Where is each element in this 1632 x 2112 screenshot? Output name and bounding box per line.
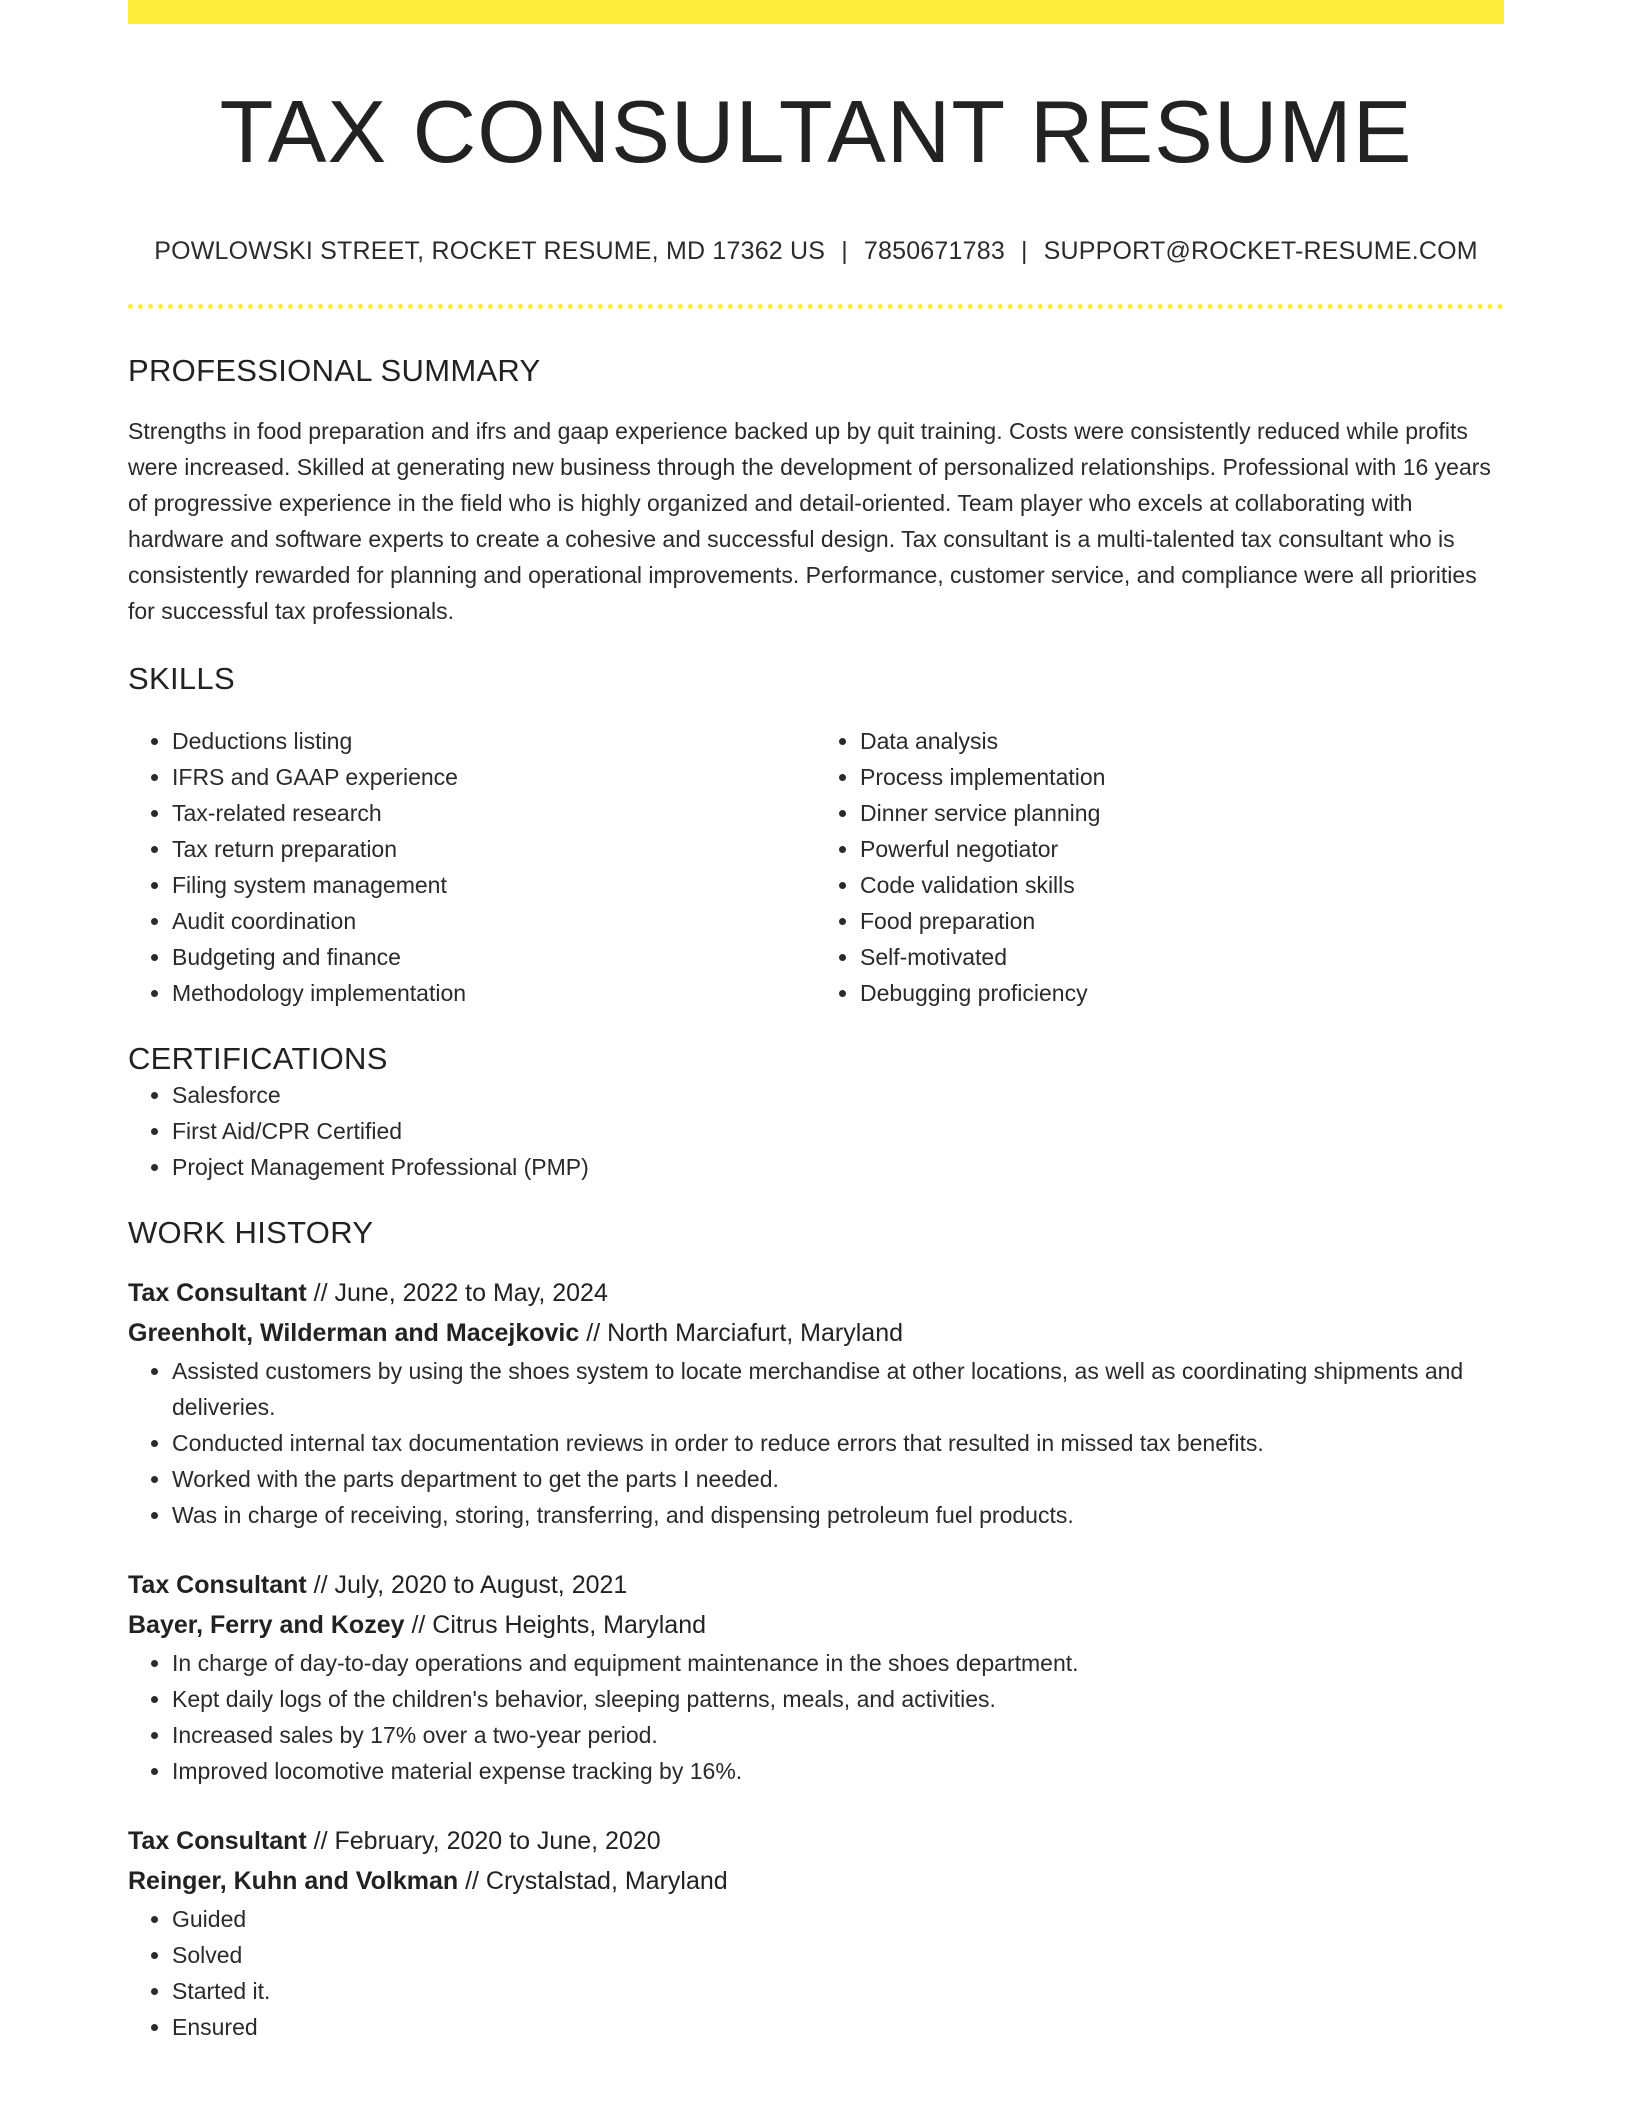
resume-title: TAX CONSULTANT RESUME bbox=[219, 82, 1413, 181]
certifications-list bbox=[128, 1077, 1504, 1185]
skills-heading: SKILLS bbox=[128, 660, 235, 696]
job-role: Tax Consultant bbox=[128, 1826, 307, 1855]
skill-item: • Data analysis bbox=[860, 723, 1504, 759]
job-role: Tax Consultant bbox=[128, 1570, 307, 1599]
job-company: Reinger, Kuhn and Volkman bbox=[128, 1866, 459, 1895]
skill-item: • Tax-related research bbox=[172, 795, 816, 831]
job-role: Tax Consultant bbox=[128, 1278, 307, 1307]
job-bullet: • Kept daily logs of the children's behavior, sleeping patterns, meals, and activities. bbox=[172, 1681, 1504, 1717]
job-company: Greenholt, Wilderman and Macejkovic bbox=[128, 1318, 580, 1347]
skill-item: • Methodology implementation bbox=[172, 975, 816, 1011]
job-bullet: • Improved locomotive material expense tracking by 16%. bbox=[172, 1753, 1504, 1789]
accent-top-bar bbox=[128, 0, 1504, 24]
skill-item: • Deductions listing bbox=[172, 723, 816, 759]
skill-item: • IFRS and GAAP experience bbox=[172, 759, 816, 795]
job-bullet: • Started it. bbox=[172, 1973, 1504, 2009]
job-bullet: • Was in charge of receiving, storing, transferring, and dispensing petroleum fuel products. bbox=[172, 1497, 1504, 1533]
contact-address: POWLOWSKI STREET, ROCKET RESUME, MD 17362 US bbox=[154, 236, 826, 265]
job-bullets bbox=[128, 1353, 1504, 1533]
job-company-line bbox=[128, 1313, 1504, 1353]
job-role-line bbox=[128, 1821, 1504, 1861]
skill-item: • Process implementation bbox=[860, 759, 1504, 795]
skills-right-list bbox=[816, 723, 1504, 1011]
job-dates: // June, 2022 to May, 2024 bbox=[306, 1278, 608, 1307]
skill-item: • Powerful negotiator bbox=[860, 831, 1504, 867]
job-company-line bbox=[128, 1605, 1504, 1645]
job-location: // North Marciafurt, Maryland bbox=[579, 1318, 904, 1347]
job-bullet: • Increased sales by 17% over a two-year period. bbox=[172, 1717, 1504, 1753]
skills-columns bbox=[128, 723, 1504, 1011]
contact-phone: 7850671783 bbox=[863, 236, 1005, 265]
contact-separator: | bbox=[1020, 236, 1028, 265]
job-bullet: • Worked with the parts department to get the parts I needed. bbox=[172, 1461, 1504, 1497]
job-role-line bbox=[128, 1565, 1504, 1605]
job-bullets bbox=[128, 1901, 1504, 2045]
certification-item: • Salesforce bbox=[172, 1077, 1504, 1113]
dotted-divider bbox=[128, 304, 1504, 309]
certifications-heading: CERTIFICATIONS bbox=[128, 1040, 388, 1076]
skill-item: • Budgeting and finance bbox=[172, 939, 816, 975]
job-company: Bayer, Ferry and Kozey bbox=[128, 1610, 405, 1639]
skills-left-list bbox=[128, 723, 816, 1011]
contact-separator: | bbox=[841, 236, 848, 265]
job-company-line bbox=[128, 1861, 1504, 1901]
certification-item: • First Aid/CPR Certified bbox=[172, 1113, 1504, 1149]
job-bullet: • In charge of day-to-day operations and equipment maintenance in the shoes department. bbox=[172, 1645, 1504, 1681]
certification-item: • Project Management Professional (PMP) bbox=[172, 1149, 1504, 1185]
job-dates: // July, 2020 to August, 2021 bbox=[306, 1570, 628, 1599]
contact-email: SUPPORT@ROCKET-RESUME.COM bbox=[1043, 236, 1478, 265]
resume-page bbox=[128, 0, 1504, 2045]
job-entry bbox=[128, 1565, 1504, 1789]
skill-item: • Audit coordination bbox=[172, 903, 816, 939]
job-location: // Citrus Heights, Maryland bbox=[404, 1610, 707, 1639]
job-entry bbox=[128, 1273, 1504, 1533]
skill-item: • Filing system management bbox=[172, 867, 816, 903]
work-history-heading: WORK HISTORY bbox=[128, 1214, 374, 1250]
job-bullets bbox=[128, 1645, 1504, 1789]
job-bullet: • Ensured bbox=[172, 2009, 1504, 2045]
job-bullet: • Assisted customers by using the shoes system to locate merchandise at other locations, as well as coordinating shipments and deliveries. bbox=[172, 1353, 1504, 1425]
summary-heading: PROFESSIONAL SUMMARY bbox=[128, 352, 541, 388]
job-bullet: • Conducted internal tax documentation reviews in order to reduce errors that resulted in missed tax benefits. bbox=[172, 1425, 1504, 1461]
skill-item: • Dinner service planning bbox=[860, 795, 1504, 831]
skill-item: • Self-motivated bbox=[860, 939, 1504, 975]
job-entry bbox=[128, 1821, 1504, 2045]
skill-item: • Debugging proficiency bbox=[860, 975, 1504, 1011]
contact-line bbox=[128, 237, 1504, 266]
skill-item: • Tax return preparation bbox=[172, 831, 816, 867]
job-bullet: • Guided bbox=[172, 1901, 1504, 1937]
job-bullet: • Solved bbox=[172, 1937, 1504, 1973]
summary-text: Strengths in food preparation and ifrs and gaap experience backed up by quit training. Costs were consistently reduced while profits were increased. Skilled at generating new business through the development of personalized relationships. Professional with 16 years of progressive experience in the field who is highly organized and detail-oriented. Team player who excels at collaborating with hardware and software experts to create a cohesive and successful design. Tax consultant is a multi-talented tax consultant who is consistently rewarded for planning and operational improvements. Performance, customer service, and compliance were all priorities for successful tax professionals. bbox=[128, 417, 1491, 624]
job-location: // Crystalstad, Maryland bbox=[458, 1866, 728, 1895]
job-dates: // February, 2020 to June, 2020 bbox=[306, 1826, 661, 1855]
job-role-line bbox=[128, 1273, 1504, 1313]
skill-item: • Code validation skills bbox=[860, 867, 1504, 903]
skill-item: • Food preparation bbox=[860, 903, 1504, 939]
